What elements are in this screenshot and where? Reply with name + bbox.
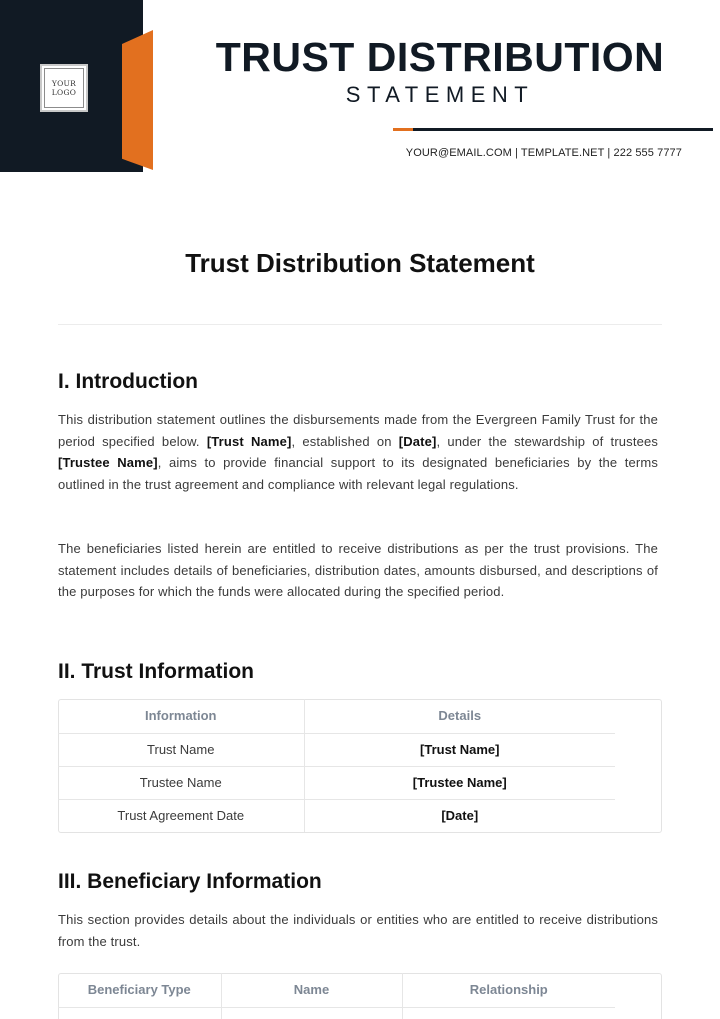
table-header-row <box>58 699 615 733</box>
table-cell: Trust Agreement Date <box>58 799 304 832</box>
column-header: Relationship <box>402 973 615 1007</box>
divider <box>58 324 662 325</box>
column-header: Details <box>304 699 615 733</box>
table-cell <box>58 1007 221 1019</box>
table-cell <box>221 1007 402 1019</box>
table-header-row <box>58 973 615 1007</box>
table-cell: Trust Name <box>58 733 304 766</box>
header-accent-tab <box>122 30 153 170</box>
section-heading-introduction: I. Introduction <box>58 370 198 393</box>
table-row <box>58 1007 615 1019</box>
intro-paragraph-1 <box>58 409 658 495</box>
intro-text-3: , under the stewardship of trustees <box>436 433 658 449</box>
table-cell: Trustee Name <box>58 766 304 799</box>
column-header: Beneficiary Type <box>58 973 221 1007</box>
intro-paragraph-2: The beneficiaries listed herein are entitled to receive distributions as per the trust provisions. The statement includes details of beneficiaries, distribution dates, amounts disbursed, and descriptions of the purposes for which the funds were allocated during the specified period. <box>58 541 658 600</box>
contact-line: YOUR@EMAIL.COM | TEMPLATE.NET | 222 555 7777 <box>405 147 682 159</box>
beneficiary-paragraph: This section provides details about the individuals or entities who are entitled to receive distributions from the trust. <box>58 912 658 949</box>
logo <box>40 64 88 112</box>
table-row <box>58 799 615 832</box>
document-title: TRUST DISTRIBUTION <box>215 34 665 80</box>
table-cell: [Trustee Name] <box>304 766 615 799</box>
table-row <box>58 766 615 799</box>
table-cell <box>402 1007 615 1019</box>
table-cell: [Trust Name] <box>304 733 615 766</box>
column-header: Information <box>58 699 304 733</box>
beneficiary-table <box>58 973 615 1019</box>
intro-text-4: , aims to provide financial support to its designated beneficiaries by the terms outlined in the trust agreement and compliance with relevant legal regulations. <box>58 455 658 492</box>
header-rule <box>413 128 713 131</box>
page-title: Trust Distribution Statement <box>185 248 535 278</box>
table-row <box>58 733 615 766</box>
table-cell: [Date] <box>441 808 479 824</box>
placeholder-date: [Date] <box>398 433 437 449</box>
section-heading-beneficiary-information: III. Beneficiary Information <box>58 870 322 893</box>
placeholder-trustee-name: [Trustee Name] <box>58 455 158 471</box>
placeholder-trust-name: [Trust Name] <box>206 433 292 449</box>
logo-line-1: YOUR <box>51 79 77 88</box>
header-rule-accent <box>393 128 413 131</box>
intro-text-2: , established on <box>291 433 399 449</box>
trust-info-table <box>58 699 615 832</box>
column-header: Name <box>221 973 402 1007</box>
intro-text-1: This distribution statement outlines the disbursements made from the Evergreen Family Trust for the period specified below. <box>58 412 658 449</box>
logo-line-2: LOGO <box>51 88 77 97</box>
section-heading-trust-information: II. Trust Information <box>58 660 255 683</box>
document-subtitle: STATEMENT <box>345 82 535 107</box>
